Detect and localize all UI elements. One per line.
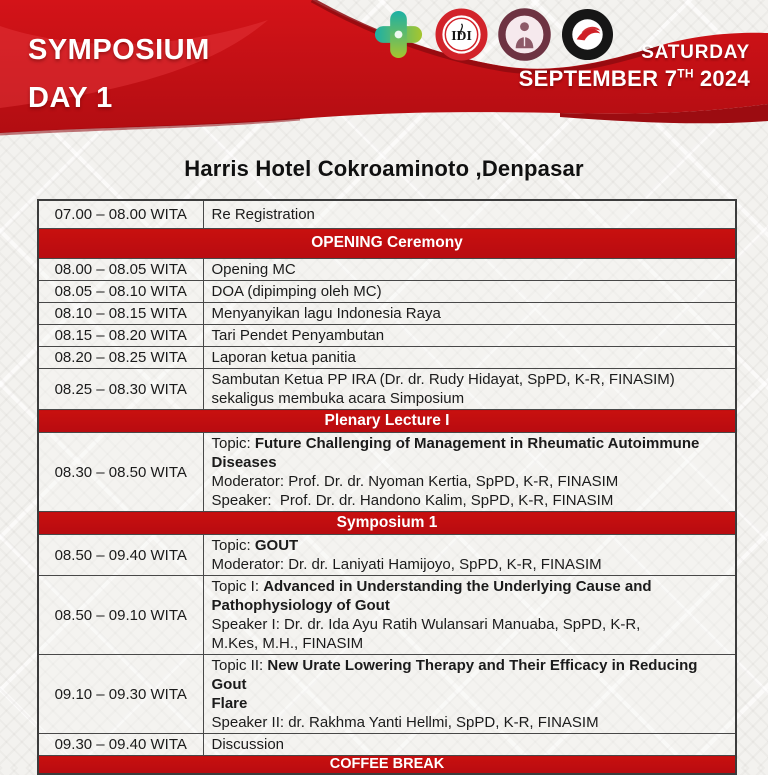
event-description-line: Sambutan Ketua PP IRA (Dr. dr. Rudy Hidayat, SpPD, K-R, FINASIM) xyxy=(211,371,675,388)
event-description xyxy=(203,369,736,410)
event-row xyxy=(38,303,736,325)
event-time: 08.50 – 09.10 WITA xyxy=(38,576,203,655)
event-description xyxy=(203,281,736,303)
event-description-line: Moderator: Dr. dr. Laniyati Hamijoyo, SpPD, K-R, FINASIM xyxy=(211,556,602,573)
event-date-full xyxy=(519,66,750,92)
event-description-line: Pathophysiology of Gout xyxy=(211,597,390,614)
section-label: COFFEE BREAK xyxy=(38,756,736,775)
event-description-line: sekaligus membuka acara Simposium xyxy=(211,390,465,407)
event-time: 08.00 – 08.05 WITA xyxy=(38,259,203,281)
event-description-line: Opening MC xyxy=(211,261,296,278)
event-description-line: Topic: GOUT xyxy=(211,537,299,554)
event-description-line: M.Kes, M.H., FINASIM xyxy=(211,635,364,652)
event-description xyxy=(203,576,736,655)
event-row xyxy=(38,325,736,347)
event-row xyxy=(38,347,736,369)
event-row xyxy=(38,259,736,281)
event-row xyxy=(38,655,736,734)
event-time: 08.30 – 08.50 WITA xyxy=(38,433,203,512)
event-time: 07.00 – 08.00 WITA xyxy=(38,200,203,229)
header-banner xyxy=(0,0,768,150)
section-row xyxy=(38,512,736,535)
idi-indonesian-doctors-association-logo xyxy=(435,8,488,61)
event-description-line: Menyanyikan lagu Indonesia Raya xyxy=(211,305,441,322)
event-description-line: DOA (dipimping oleh MC) xyxy=(211,283,382,300)
event-description xyxy=(203,535,736,576)
event-row xyxy=(38,200,736,229)
event-description xyxy=(203,734,736,756)
event-description-line: Topic: Future Challenging of Management in Rheumatic Autoimmune xyxy=(211,435,700,452)
schedule-table xyxy=(37,199,737,775)
event-time: 08.25 – 08.30 WITA xyxy=(38,369,203,410)
section-row xyxy=(38,756,736,775)
symposium-title-line1: SYMPOSIUM xyxy=(28,34,210,66)
event-time: 09.30 – 09.40 WITA xyxy=(38,734,203,756)
event-description-line: Re Registration xyxy=(211,206,315,223)
idi-monogram: IDI xyxy=(451,27,472,43)
event-description-line: Moderator: Prof. Dr. dr. Nyoman Kertia, SpPD, K-R, FINASIM xyxy=(211,473,619,490)
event-date-day: SATURDAY xyxy=(641,42,750,63)
section-label: Plenary Lecture I xyxy=(38,410,736,433)
section-label: OPENING Ceremony xyxy=(38,229,736,259)
event-description xyxy=(203,259,736,281)
symposium-title xyxy=(28,26,210,122)
section-label: Symposium 1 xyxy=(38,512,736,535)
event-description-line: Diseases xyxy=(211,454,277,471)
event-row xyxy=(38,535,736,576)
event-description-line: Flare xyxy=(211,695,248,712)
event-date-year: 2024 xyxy=(699,66,750,91)
event-description xyxy=(203,347,736,369)
event-description-line: Topic II: New Urate Lowering Therapy and Their Efficacy in Reducing Gout xyxy=(211,657,702,693)
event-row xyxy=(38,369,736,410)
event-description xyxy=(203,325,736,347)
event-description-line: Speaker I: Dr. dr. Ida Ayu Ratih Wulansari Manuaba, SpPD, K-R, xyxy=(211,616,641,633)
venue-title: Harris Hotel Cokroaminoto ,Denpasar xyxy=(184,156,584,181)
event-description-line: Speaker: Prof. Dr. dr. Handono Kalim, SpPD, K-R, FINASIM xyxy=(211,492,614,509)
symposium-title-line2: DAY 1 xyxy=(28,82,113,114)
event-time: 08.15 – 08.20 WITA xyxy=(38,325,203,347)
event-description-line: Tari Pendet Penyambutan xyxy=(211,327,385,344)
event-row xyxy=(38,576,736,655)
event-date-month-day: SEPTEMBER 7 xyxy=(518,66,678,91)
event-time: 08.50 – 09.40 WITA xyxy=(38,535,203,576)
event-description-line: Speaker II: dr. Rakhma Yanti Hellmi, SpPD, K-R, FINASIM xyxy=(211,714,599,731)
event-row xyxy=(38,734,736,756)
schedule-body xyxy=(38,200,736,774)
event-row xyxy=(38,433,736,512)
event-description xyxy=(203,303,736,325)
kemenkes-health-cross-logo xyxy=(372,8,425,61)
event-row xyxy=(38,281,736,303)
event-description xyxy=(203,200,736,229)
section-row xyxy=(38,410,736,433)
section-row xyxy=(38,229,736,259)
event-time: 08.20 – 08.25 WITA xyxy=(38,347,203,369)
event-description-line: Discussion xyxy=(211,736,285,753)
event-description-line: Laporan ketua panitia xyxy=(211,349,356,366)
event-time: 08.05 – 08.10 WITA xyxy=(38,281,203,303)
event-date-ordinal: TH xyxy=(677,66,694,81)
event-date xyxy=(519,42,750,92)
event-description xyxy=(203,433,736,512)
event-description xyxy=(203,655,736,734)
event-time: 08.10 – 08.15 WITA xyxy=(38,303,203,325)
event-time: 09.10 – 09.30 WITA xyxy=(38,655,203,734)
event-description-line: Topic I: Advanced in Understanding the Underlying Cause and xyxy=(211,578,652,595)
